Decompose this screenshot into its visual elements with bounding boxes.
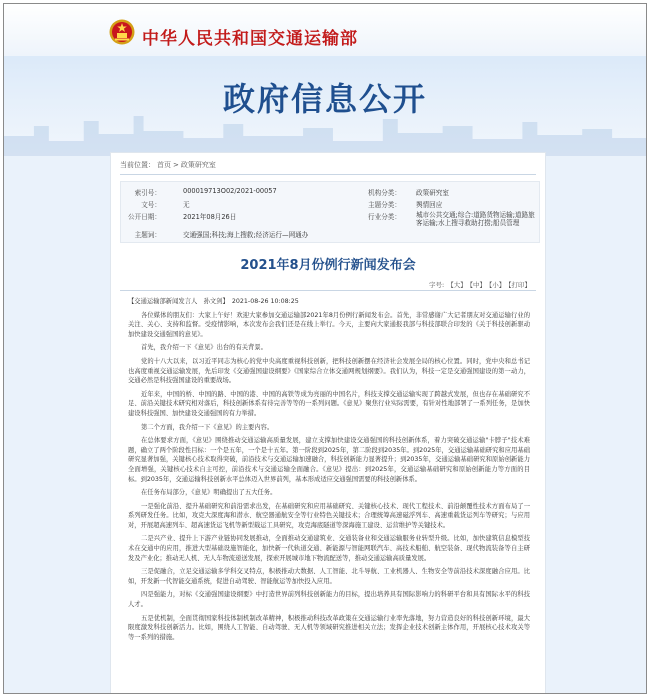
document-meta-table	[120, 181, 540, 243]
print-button[interactable]: 【打印】	[508, 281, 531, 289]
index-label: 索引号：	[134, 189, 161, 197]
breadcrumb	[120, 160, 218, 170]
docno-value: 无	[183, 201, 190, 209]
article-paragraph: 在任务布局部分，《意见》明确提出了五大任务。	[141, 489, 277, 497]
font-large-button[interactable]: 【大】	[447, 281, 467, 289]
ministry-name[interactable]: 中华人民共和国交通运输部	[142, 29, 358, 49]
font-small-button[interactable]: 【小】	[489, 281, 506, 289]
article-paragraph: 党的十八大以来，以习近平同志为核心的党中央高度重视科技创新，把科技创新摆在经济社会发展全局的核心位置。同时，党中央和总书记也高度重视交通运输发展，先后印发《交通强国建设纲要》《国家综合立体交通网规划纲要》。我们认为，科技一定是交通强国建设的第一动力，交通必然是科技强国建设的重要战场。	[128, 357, 530, 385]
article-paragraph: 首先，我介绍一下《意见》出台的有关背景。	[141, 344, 267, 352]
article-title: 2021年8月份例行新闻发布会	[240, 258, 416, 273]
topic-label: 主题分类：	[368, 201, 401, 209]
breadcrumb-sep: >	[173, 161, 179, 169]
keywords-label: 主题词：	[134, 231, 161, 239]
keywords-value: 交通强国;科技;海上搜救;经济运行—网通办	[183, 231, 309, 239]
divider	[120, 290, 536, 291]
article-paragraph: 四是强能力，对标《交通强国建设纲要》中打造世界前列科技创新能力的目标，提出培养具有国际影响力的科研平台和具有国际水平的科技人才。	[128, 591, 530, 609]
article-paragraph: 二是兴产业、提升上下游产业链协同发展推动，全面推动交通建筑业、交通装备业和交通运输服务业转型升级。比如，加快建筑信息模型技术在交通中的应用，推进大型基础设施智能化，加快新一代轨道交通、新能源与智能网联汽车、高技术船舶、航空装备、现代物流装备等自主研发及产业化；推动无人机、无人车物流递送发展，探索开展城市地下物流配送等，推动交通运输高质量发展。	[128, 535, 530, 562]
article-source: 【交通运输部新闻发言人 孙文剑】 2021-08-26 10:08:25	[128, 298, 299, 305]
industry-value: 城市公共交通;综合:道路货物运输;道路旅客运输;水上搜寻救助打捞;船员管理	[416, 211, 535, 227]
font-medium-button[interactable]: 【中】	[469, 281, 486, 289]
font-size-label: 字号:	[429, 281, 445, 289]
category-value: 政策研究室	[416, 189, 449, 197]
date-value: 2021年08月26日	[183, 213, 237, 221]
page-frame	[3, 3, 647, 694]
topic-value: 舆情回应	[416, 201, 443, 209]
article-body	[128, 297, 530, 646]
national-emblem-icon	[109, 18, 135, 46]
section-title: 政府信息公开	[222, 80, 427, 118]
breadcrumb-label: 当前位置：	[120, 161, 155, 169]
divider	[120, 174, 536, 175]
industry-label: 行业分类：	[368, 213, 401, 221]
article-paragraph: 第二个方面，我介绍一下《意见》的主要内容。	[141, 423, 274, 431]
font-size-controls	[426, 280, 531, 289]
content-panel	[110, 152, 546, 694]
article-paragraph: 各位媒体的朋友们：大家上午好！欢迎大家参加交通运输部2021年8月份例行新闻发布会。首先，非常感谢广大记者朋友对交通运输行业的关注、关心、支持和监督。受疫情影响，本次发布会我们还是在线上举行。今天，主要向大家通报我部与科技部联合印发的《关于科技创新驱动加快建设交通强国的意见》。	[128, 311, 530, 338]
category-label: 机构分类：	[368, 189, 401, 197]
article-paragraph: 五是优机制，全面贯彻国家科技体制机制改革精神，积极推动科技改革政策在交通运输行业率先落地，努力营造良好的科技创新环境，最大限度激发科技创新活力。比如，围绕人工智能、自动驾驶、无人机等领域研究推进相关立法；发挥企业技术创新主体作用，开展核心技术攻关等等一系列的措施。	[128, 614, 530, 641]
article-paragraph: 三是促融合，立足交通运输多学科交叉特点，积极推动大数据、人工智能、北斗导航、工业机器人、生物安全等前沿技术深度融合应用。比如，开发新一代智能交通系统，促进自动驾驶、智能航运等加快投入应用。	[128, 568, 530, 585]
article-paragraph: 一是强化前沿、提升基础研究和前沿需求出发，在基础研究和应用基础研究、关键核心技术、现代工程技术、前沿颠覆性技术方面布局了一系列研发任务。比如，攻克大深度海和潜水、航空器通航安全等行业特色关键技术；合理统筹高速磁浮列车、高速重载货运列车等研究；与应用对，开展超高速列车、超高速货运飞机等新型载运工具研究，攻克海底隧道等深海施工建设、运营维护等关键技术。	[128, 502, 530, 529]
index-value: 000019713O02/2021-00057	[183, 187, 277, 195]
date-label: 公开日期：	[128, 213, 161, 221]
article-paragraph: 在总体要求方面，《意见》围绕推动交通运输高质量发展，建立支撑加快建设交通强国的科技创新体系，着力突破交通运输"卡脖子"技术难题，确立了两个阶段性目标：一个是五年，一个是十五年。第一阶段到2025年，第二阶段到2035年。到2025年，交通运输基础研究和应用基础研究显著加强，关键核心技术取得突破，前沿技术与交通运输加速融合，科技创新能力显著提升；到2035年，交通运输基础研究和原始创新能力全面增强，关键核心技术自主可控，前沿技术与交通运输全面融合。《意见》提出：到2025年，交通运输基础研究和原始创新能力等方面的目标。到2035年，交通运输科技创新水平总体迈入世界前列，基本形成适应交通强国需要的科技创新体系。	[128, 437, 530, 483]
breadcrumb-current[interactable]: 政策研究室	[180, 161, 216, 169]
breadcrumb-home[interactable]: 首页	[157, 161, 171, 169]
docno-label: 文号：	[141, 201, 161, 209]
article-paragraph: 近年来，中国的桥、中国的路、中国的港、中国的高铁等成为亮丽的中国名片，科技支撑交通运输实现了跨越式发展，但也存在基础研究不足、前沿关键技术研究相对落后，科技创新体系有待完善等等的一系列问题。《意见》聚焦行业实际需要，有针对性地部署了一系列任务，是加快建设科技强国、加快建设交通强国的有力举措。	[128, 390, 530, 417]
